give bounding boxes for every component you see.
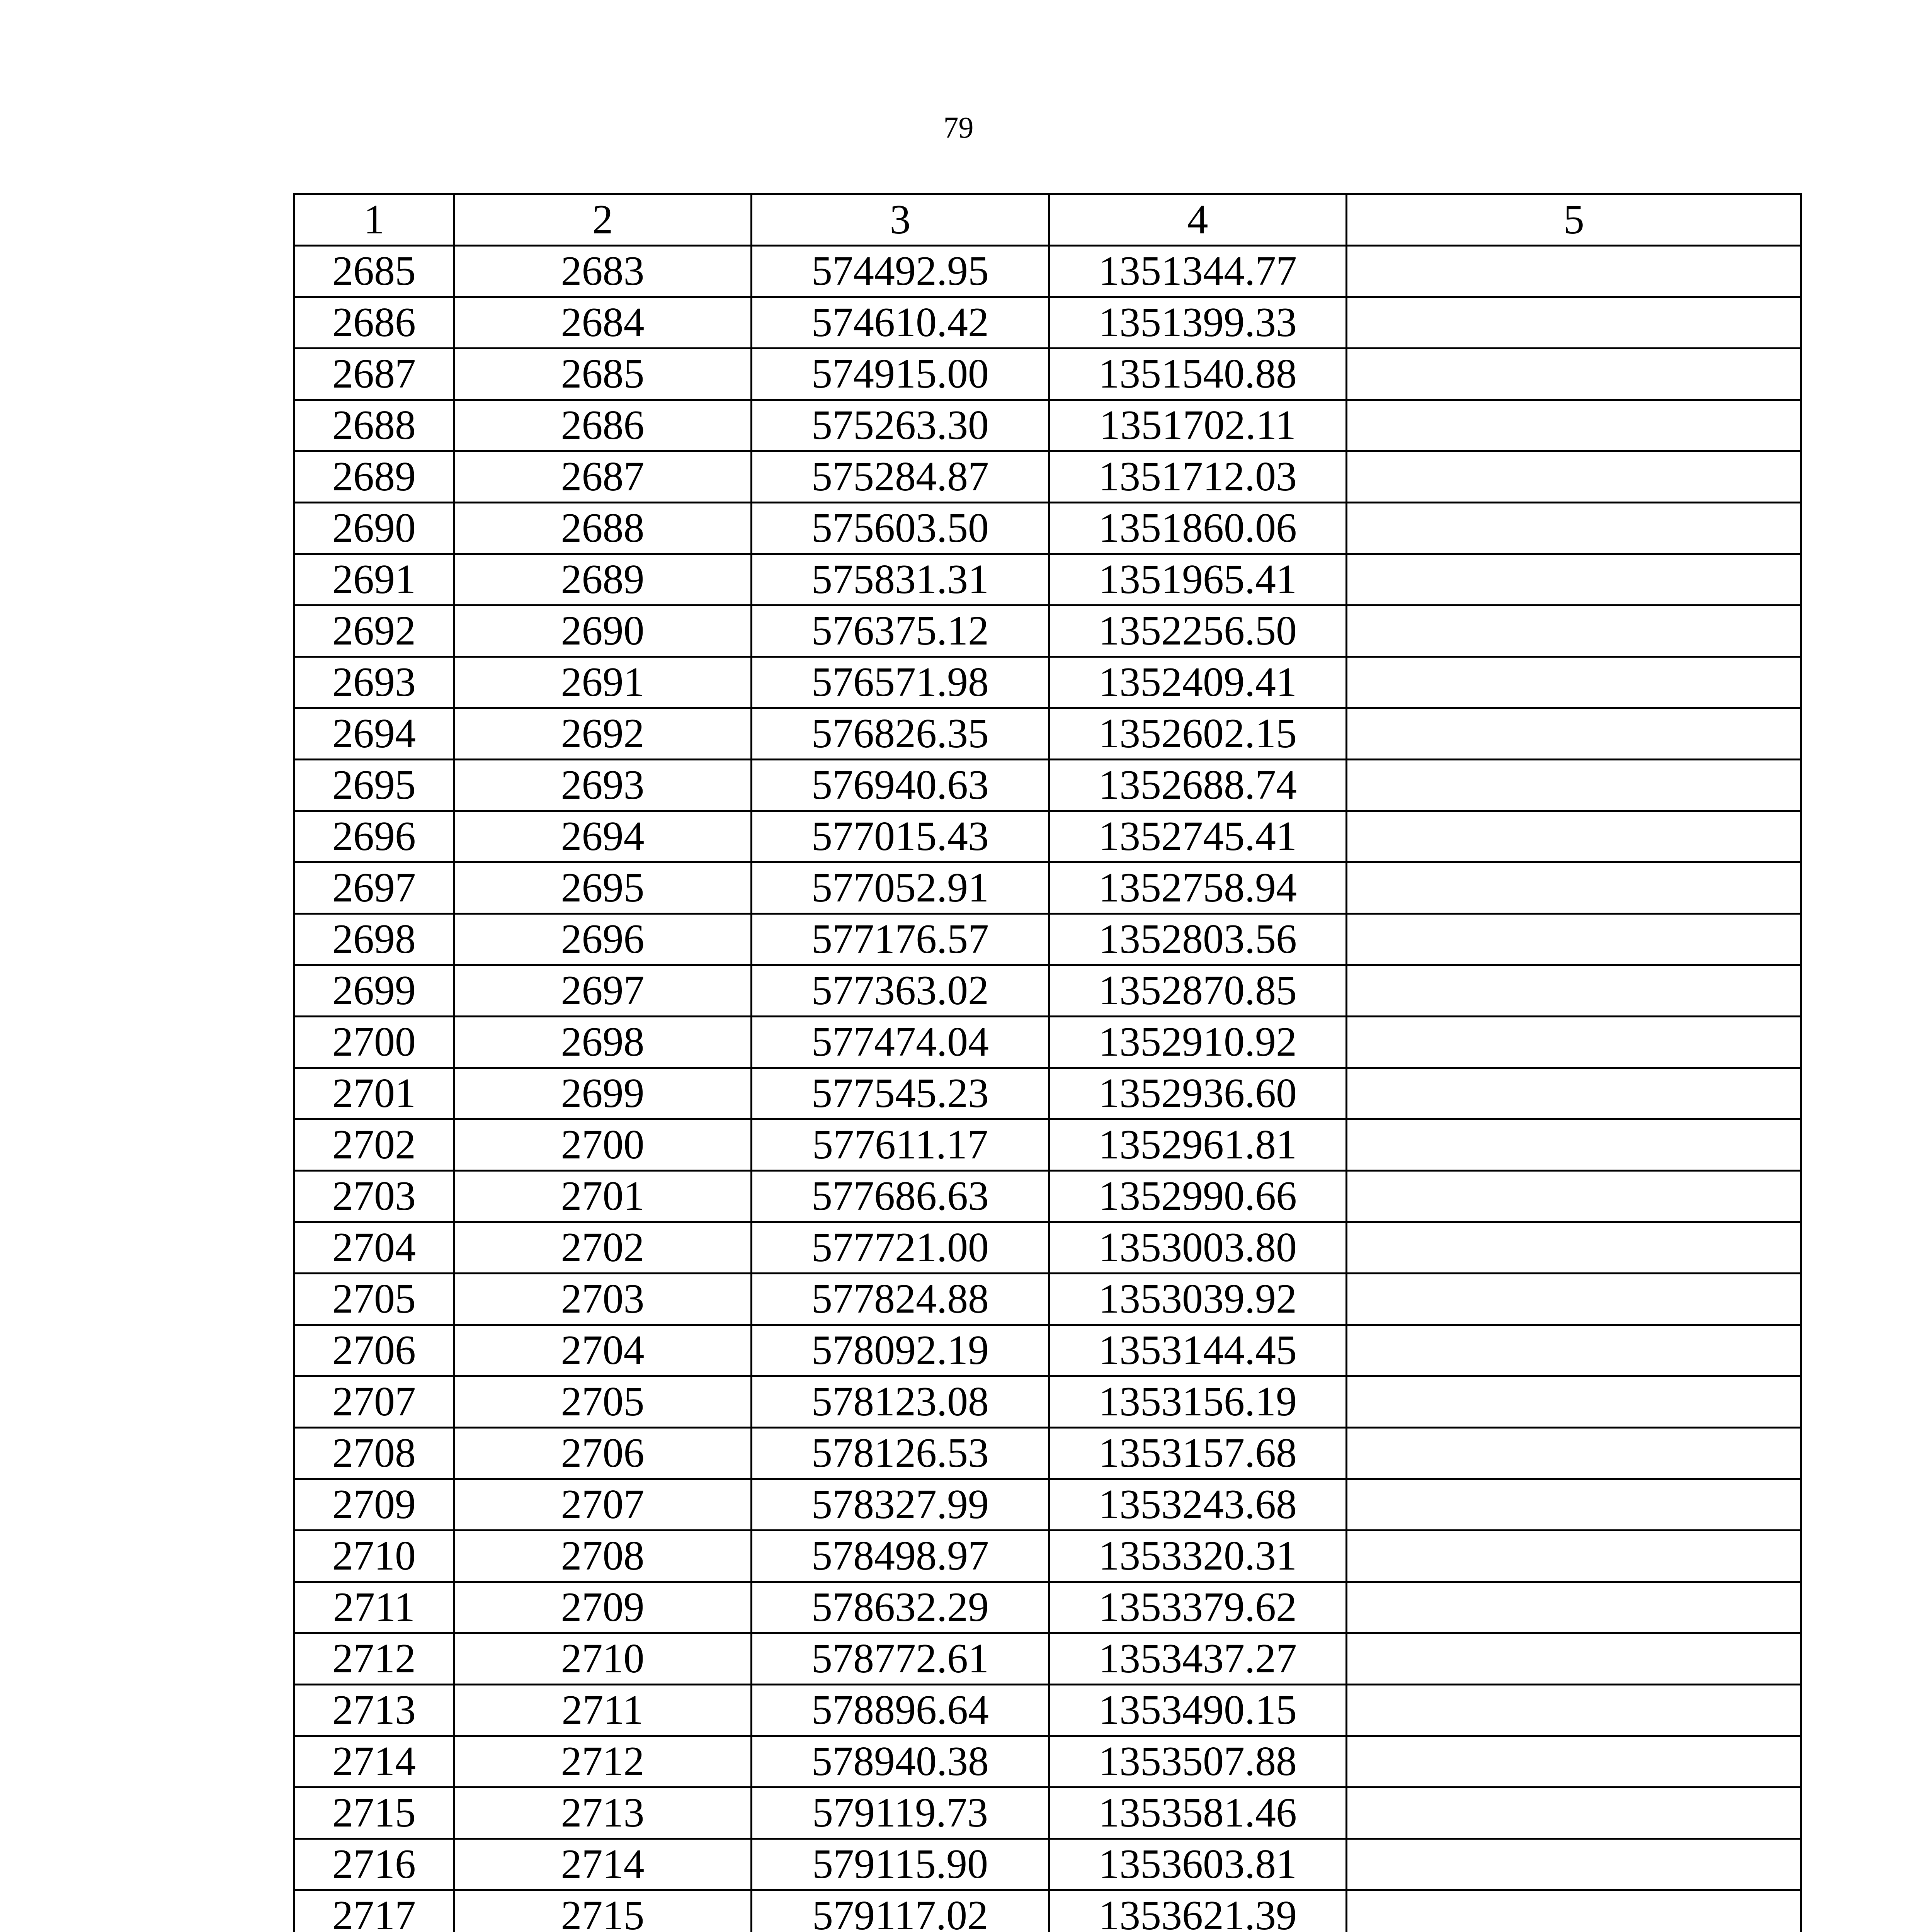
sequence-number-cell: 2699	[454, 1068, 752, 1119]
x-coordinate-cell: 578498.97	[752, 1531, 1049, 1582]
y-coordinate-cell: 1352803.56	[1049, 914, 1347, 965]
table-row	[294, 246, 1801, 297]
y-coordinate-cell: 1352409.41	[1049, 657, 1347, 708]
note-cell	[1347, 657, 1801, 708]
note-cell	[1347, 1839, 1801, 1890]
point-number-cell: 2717	[294, 1890, 454, 1932]
x-coordinate-cell: 578632.29	[752, 1582, 1049, 1633]
note-cell	[1347, 965, 1801, 1017]
note-cell	[1347, 708, 1801, 760]
point-number-cell: 2716	[294, 1839, 454, 1890]
table-row	[294, 1890, 1801, 1932]
sequence-number-cell: 2687	[454, 451, 752, 503]
sequence-number-cell: 2698	[454, 1017, 752, 1068]
y-coordinate-cell: 1353320.31	[1049, 1531, 1347, 1582]
point-number-cell: 2704	[294, 1222, 454, 1274]
table-body	[294, 246, 1801, 1932]
note-cell	[1347, 1376, 1801, 1428]
y-coordinate-cell: 1351540.88	[1049, 349, 1347, 400]
x-coordinate-cell: 575603.50	[752, 503, 1049, 554]
header-row	[294, 194, 1801, 246]
table-row	[294, 914, 1801, 965]
x-coordinate-cell: 577611.17	[752, 1119, 1049, 1171]
x-coordinate-cell: 574492.95	[752, 246, 1049, 297]
note-cell	[1347, 1325, 1801, 1376]
x-coordinate-cell: 575831.31	[752, 554, 1049, 605]
table-row	[294, 1274, 1801, 1325]
x-coordinate-cell: 577052.91	[752, 862, 1049, 914]
note-cell	[1347, 1582, 1801, 1633]
point-number-cell: 2691	[294, 554, 454, 605]
y-coordinate-cell: 1352688.74	[1049, 760, 1347, 811]
point-number-cell: 2702	[294, 1119, 454, 1171]
y-coordinate-cell: 1353581.46	[1049, 1787, 1347, 1839]
table-row	[294, 1222, 1801, 1274]
x-coordinate-cell: 577363.02	[752, 965, 1049, 1017]
sequence-number-cell: 2693	[454, 760, 752, 811]
x-coordinate-cell: 578123.08	[752, 1376, 1049, 1428]
x-coordinate-cell: 577176.57	[752, 914, 1049, 965]
header-cell-5: 5	[1347, 194, 1801, 246]
table-row	[294, 1633, 1801, 1685]
x-coordinate-cell: 575284.87	[752, 451, 1049, 503]
note-cell	[1347, 1171, 1801, 1222]
point-number-cell: 2697	[294, 862, 454, 914]
note-cell	[1347, 1428, 1801, 1479]
table-row	[294, 1068, 1801, 1119]
y-coordinate-cell: 1353507.88	[1049, 1736, 1347, 1787]
sequence-number-cell: 2710	[454, 1633, 752, 1685]
table-row	[294, 657, 1801, 708]
table-row	[294, 1685, 1801, 1736]
note-cell	[1347, 503, 1801, 554]
table-row	[294, 1376, 1801, 1428]
sequence-number-cell: 2705	[454, 1376, 752, 1428]
x-coordinate-cell: 575263.30	[752, 400, 1049, 451]
y-coordinate-cell: 1353144.45	[1049, 1325, 1347, 1376]
note-cell	[1347, 914, 1801, 965]
sequence-number-cell: 2686	[454, 400, 752, 451]
sequence-number-cell: 2706	[454, 1428, 752, 1479]
table-row	[294, 451, 1801, 503]
point-number-cell: 2714	[294, 1736, 454, 1787]
point-number-cell: 2706	[294, 1325, 454, 1376]
point-number-cell: 2695	[294, 760, 454, 811]
sequence-number-cell: 2713	[454, 1787, 752, 1839]
sequence-number-cell: 2692	[454, 708, 752, 760]
table-row	[294, 1582, 1801, 1633]
y-coordinate-cell: 1352602.15	[1049, 708, 1347, 760]
sequence-number-cell: 2695	[454, 862, 752, 914]
table-row	[294, 400, 1801, 451]
point-number-cell: 2698	[294, 914, 454, 965]
x-coordinate-cell: 578092.19	[752, 1325, 1049, 1376]
note-cell	[1347, 1633, 1801, 1685]
table-row	[294, 1171, 1801, 1222]
point-number-cell: 2703	[294, 1171, 454, 1222]
x-coordinate-cell: 576571.98	[752, 657, 1049, 708]
table-row	[294, 605, 1801, 657]
x-coordinate-cell: 577686.63	[752, 1171, 1049, 1222]
x-coordinate-cell: 577824.88	[752, 1274, 1049, 1325]
y-coordinate-cell: 1352936.60	[1049, 1068, 1347, 1119]
point-number-cell: 2701	[294, 1068, 454, 1119]
table-row	[294, 349, 1801, 400]
point-number-cell: 2699	[294, 965, 454, 1017]
note-cell	[1347, 554, 1801, 605]
x-coordinate-cell: 579115.90	[752, 1839, 1049, 1890]
x-coordinate-cell: 577545.23	[752, 1068, 1049, 1119]
point-number-cell: 2687	[294, 349, 454, 400]
x-coordinate-cell: 578126.53	[752, 1428, 1049, 1479]
y-coordinate-cell: 1353003.80	[1049, 1222, 1347, 1274]
y-coordinate-cell: 1353603.81	[1049, 1839, 1347, 1890]
x-coordinate-cell: 576940.63	[752, 760, 1049, 811]
note-cell	[1347, 605, 1801, 657]
note-cell	[1347, 1119, 1801, 1171]
y-coordinate-cell: 1353243.68	[1049, 1479, 1347, 1531]
note-cell	[1347, 1890, 1801, 1932]
point-number-cell: 2710	[294, 1531, 454, 1582]
point-number-cell: 2692	[294, 605, 454, 657]
sequence-number-cell: 2685	[454, 349, 752, 400]
table-row	[294, 1787, 1801, 1839]
table-row	[294, 503, 1801, 554]
table-row	[294, 1736, 1801, 1787]
sequence-number-cell: 2704	[454, 1325, 752, 1376]
y-coordinate-cell: 1353490.15	[1049, 1685, 1347, 1736]
point-number-cell: 2693	[294, 657, 454, 708]
note-cell	[1347, 1222, 1801, 1274]
x-coordinate-cell: 579117.02	[752, 1890, 1049, 1932]
sequence-number-cell: 2714	[454, 1839, 752, 1890]
table-header	[294, 194, 1801, 246]
y-coordinate-cell: 1351860.06	[1049, 503, 1347, 554]
y-coordinate-cell: 1353157.68	[1049, 1428, 1347, 1479]
y-coordinate-cell: 1351712.03	[1049, 451, 1347, 503]
point-number-cell: 2686	[294, 297, 454, 349]
note-cell	[1347, 451, 1801, 503]
note-cell	[1347, 1274, 1801, 1325]
point-number-cell: 2694	[294, 708, 454, 760]
x-coordinate-cell: 578327.99	[752, 1479, 1049, 1531]
table-row	[294, 1119, 1801, 1171]
y-coordinate-cell: 1351399.33	[1049, 297, 1347, 349]
header-cell-1: 1	[294, 194, 454, 246]
point-number-cell: 2708	[294, 1428, 454, 1479]
point-number-cell: 2688	[294, 400, 454, 451]
x-coordinate-cell: 574915.00	[752, 349, 1049, 400]
point-number-cell: 2709	[294, 1479, 454, 1531]
table-row	[294, 1479, 1801, 1531]
x-coordinate-cell: 577015.43	[752, 811, 1049, 862]
note-cell	[1347, 349, 1801, 400]
sequence-number-cell: 2708	[454, 1531, 752, 1582]
sequence-number-cell: 2691	[454, 657, 752, 708]
table-row	[294, 1017, 1801, 1068]
x-coordinate-cell: 576375.12	[752, 605, 1049, 657]
sequence-number-cell: 2690	[454, 605, 752, 657]
note-cell	[1347, 1685, 1801, 1736]
point-number-cell: 2690	[294, 503, 454, 554]
point-number-cell: 2707	[294, 1376, 454, 1428]
y-coordinate-cell: 1351965.41	[1049, 554, 1347, 605]
note-cell	[1347, 1017, 1801, 1068]
y-coordinate-cell: 1352870.85	[1049, 965, 1347, 1017]
y-coordinate-cell: 1353379.62	[1049, 1582, 1347, 1633]
note-cell	[1347, 1068, 1801, 1119]
sequence-number-cell: 2709	[454, 1582, 752, 1633]
table-row	[294, 554, 1801, 605]
x-coordinate-cell: 578940.38	[752, 1736, 1049, 1787]
sequence-number-cell: 2697	[454, 965, 752, 1017]
coordinates-table	[293, 193, 1802, 1932]
x-coordinate-cell: 579119.73	[752, 1787, 1049, 1839]
header-cell-4: 4	[1049, 194, 1347, 246]
sequence-number-cell: 2707	[454, 1479, 752, 1531]
table-row	[294, 1428, 1801, 1479]
note-cell	[1347, 1736, 1801, 1787]
point-number-cell: 2700	[294, 1017, 454, 1068]
y-coordinate-cell: 1353437.27	[1049, 1633, 1347, 1685]
sequence-number-cell: 2694	[454, 811, 752, 862]
point-number-cell: 2705	[294, 1274, 454, 1325]
point-number-cell: 2711	[294, 1582, 454, 1633]
note-cell	[1347, 297, 1801, 349]
y-coordinate-cell: 1352910.92	[1049, 1017, 1347, 1068]
note-cell	[1347, 246, 1801, 297]
point-number-cell: 2715	[294, 1787, 454, 1839]
sequence-number-cell: 2689	[454, 554, 752, 605]
sequence-number-cell: 2712	[454, 1736, 752, 1787]
header-cell-3: 3	[752, 194, 1049, 246]
table-row	[294, 862, 1801, 914]
y-coordinate-cell: 1353039.92	[1049, 1274, 1347, 1325]
y-coordinate-cell: 1351344.77	[1049, 246, 1347, 297]
table-row	[294, 1531, 1801, 1582]
x-coordinate-cell: 577474.04	[752, 1017, 1049, 1068]
note-cell	[1347, 1479, 1801, 1531]
sequence-number-cell: 2701	[454, 1171, 752, 1222]
table-row	[294, 708, 1801, 760]
y-coordinate-cell: 1353621.39	[1049, 1890, 1347, 1932]
y-coordinate-cell: 1352745.41	[1049, 811, 1347, 862]
sequence-number-cell: 2702	[454, 1222, 752, 1274]
sequence-number-cell: 2715	[454, 1890, 752, 1932]
note-cell	[1347, 862, 1801, 914]
note-cell	[1347, 400, 1801, 451]
table-row	[294, 1839, 1801, 1890]
sequence-number-cell: 2703	[454, 1274, 752, 1325]
table-row	[294, 760, 1801, 811]
point-number-cell: 2712	[294, 1633, 454, 1685]
sequence-number-cell: 2700	[454, 1119, 752, 1171]
point-number-cell: 2713	[294, 1685, 454, 1736]
point-number-cell: 2696	[294, 811, 454, 862]
note-cell	[1347, 1531, 1801, 1582]
x-coordinate-cell: 578772.61	[752, 1633, 1049, 1685]
point-number-cell: 2689	[294, 451, 454, 503]
y-coordinate-cell: 1352758.94	[1049, 862, 1347, 914]
sequence-number-cell: 2711	[454, 1685, 752, 1736]
point-number-cell: 2685	[294, 246, 454, 297]
sequence-number-cell: 2688	[454, 503, 752, 554]
sequence-number-cell: 2683	[454, 246, 752, 297]
table-row	[294, 965, 1801, 1017]
page-number: 79	[943, 111, 974, 144]
header-cell-2: 2	[454, 194, 752, 246]
x-coordinate-cell: 577721.00	[752, 1222, 1049, 1274]
x-coordinate-cell: 576826.35	[752, 708, 1049, 760]
table-row	[294, 1325, 1801, 1376]
sequence-number-cell: 2684	[454, 297, 752, 349]
y-coordinate-cell: 1352990.66	[1049, 1171, 1347, 1222]
note-cell	[1347, 1787, 1801, 1839]
sequence-number-cell: 2696	[454, 914, 752, 965]
x-coordinate-cell: 574610.42	[752, 297, 1049, 349]
y-coordinate-cell: 1351702.11	[1049, 400, 1347, 451]
y-coordinate-cell: 1353156.19	[1049, 1376, 1347, 1428]
table-row	[294, 811, 1801, 862]
y-coordinate-cell: 1352256.50	[1049, 605, 1347, 657]
y-coordinate-cell: 1352961.81	[1049, 1119, 1347, 1171]
note-cell	[1347, 811, 1801, 862]
x-coordinate-cell: 578896.64	[752, 1685, 1049, 1736]
note-cell	[1347, 760, 1801, 811]
table-row	[294, 297, 1801, 349]
